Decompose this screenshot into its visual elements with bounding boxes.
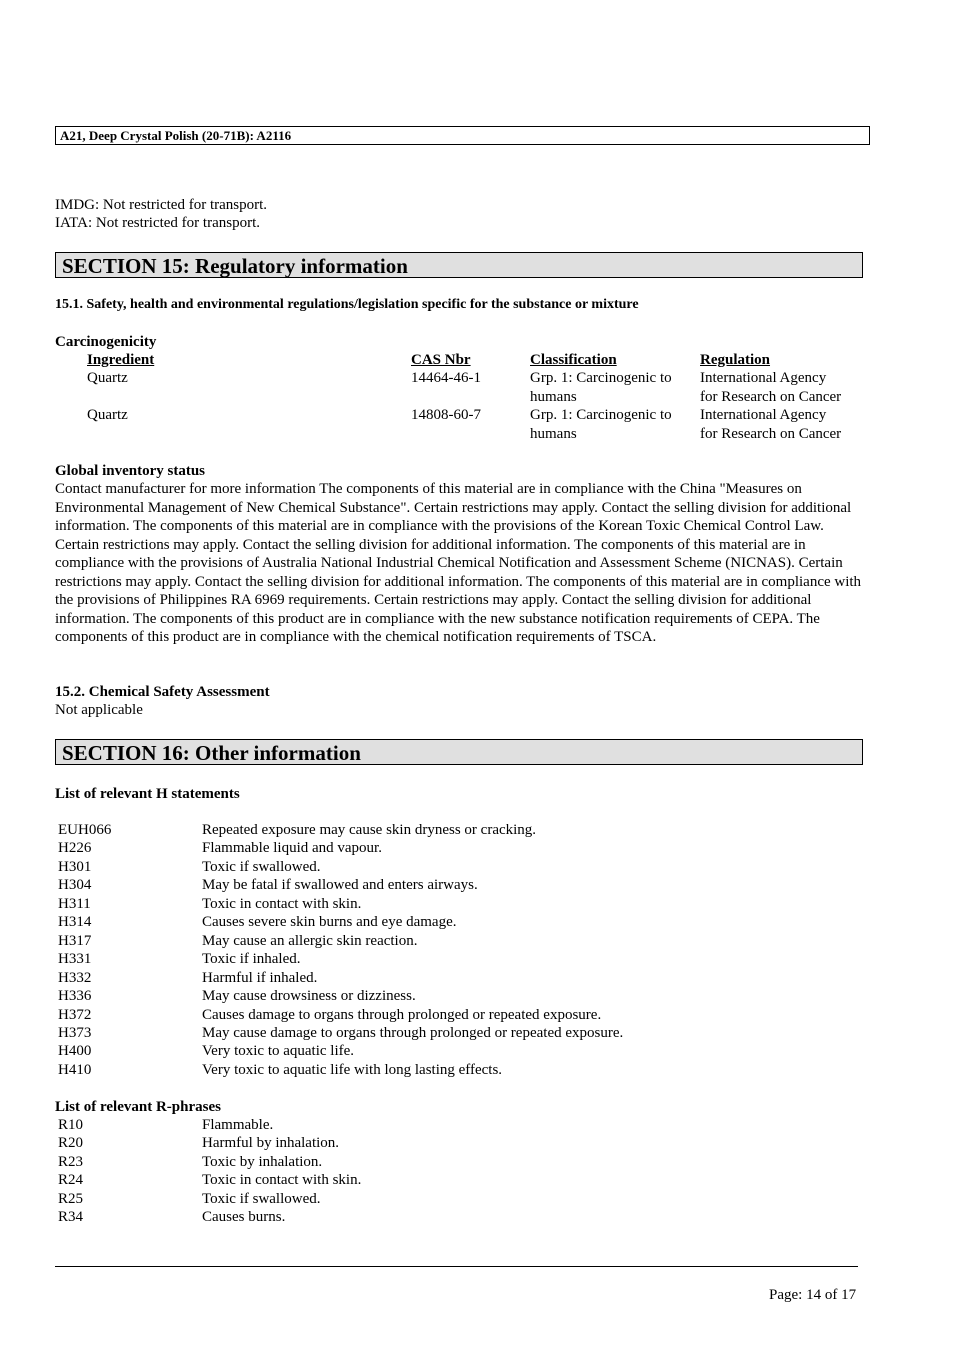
page-number: Page: 14 of 17: [769, 1287, 857, 1303]
statement-text: May cause damage to organs through prolonged or repeated exposure.: [202, 1024, 624, 1041]
col-classification: Classification: [530, 352, 617, 368]
footer-divider: [55, 1266, 858, 1267]
section-16-title: SECTION 16: Other information: [55, 739, 863, 765]
statement-code: EUH066: [58, 822, 112, 838]
col-cas: CAS Nbr: [411, 352, 471, 368]
statement-code: R10: [58, 1117, 84, 1133]
global-inventory-text: Contact manufacturer for more information The components of this material are in compliance with the China "Measures on Environmental Management of New Chemical Substance". Certain restrictions may apply. Contact the selling division for additional information. The components of this material are in compliance with the provisions of the Korean Toxic Chemical Control Law. Certain restrictions may apply. Contact the selling division for additional information. The components of this material are in compliance with the provisions of Australia National Industrial Chemical Notification and Assessment Scheme (NICNAS). Certain restrictions may apply. Contact the selling division for additional information. The components of this material are in compliance with the provisions of Philippines RA 6969 requirements. Certain restrictions may apply. Contact the selling division for additional information. The components of this product are in compliance with the new substance notification requirements of CEPA. The components of this product are in compliance with the chemical notification requirements of TSCA.: [55, 481, 862, 645]
statement-code: H331: [58, 951, 92, 968]
statement-text: Causes severe skin burns and eye damage.: [202, 914, 457, 931]
classification-cell: Grp. 1: Carcinogenic to: [530, 407, 672, 423]
statement-code: H332: [58, 969, 92, 986]
statement-code: H400: [58, 1043, 92, 1060]
imdg-line: IMDG: Not restricted for transport.: [55, 197, 268, 213]
classification-cell: Grp. 1: Carcinogenic to: [530, 370, 672, 386]
ingredient-cell: Quartz: [87, 407, 128, 423]
statement-text: Toxic if inhaled.: [202, 951, 301, 968]
statement-code: H317: [58, 932, 92, 949]
statement-text: May be fatal if swallowed and enters airways.: [202, 877, 478, 894]
global-inventory-heading: Global inventory status: [55, 463, 206, 479]
statement-text: Toxic if swallowed.: [202, 858, 321, 875]
statement-text: Toxic in contact with skin.: [202, 1172, 362, 1189]
iata-line: IATA: Not restricted for transport.: [55, 215, 260, 231]
statement-text: Toxic if swallowed.: [202, 1190, 321, 1207]
cas-cell: 14808-60-7: [411, 407, 481, 423]
statement-code: H410: [58, 1061, 92, 1078]
section-15-title: SECTION 15: Regulatory information: [55, 252, 863, 278]
ingredient-cell: Quartz: [87, 370, 128, 386]
statement-text: Harmful if inhaled.: [202, 969, 318, 986]
statement-code: H304: [58, 877, 92, 894]
statement-text: Toxic by inhalation.: [202, 1153, 323, 1170]
cas-cell: 14464-46-1: [411, 370, 481, 386]
statement-code: R34: [58, 1209, 84, 1226]
document-header: A21, Deep Crystal Polish (20-71B): A2116: [55, 126, 870, 145]
carcinogenicity-heading: Carcinogenicity: [55, 334, 157, 350]
regulation-cell: International Agency: [700, 407, 827, 423]
statement-text: Flammable.: [202, 1117, 274, 1133]
statement-text: Repeated exposure may cause skin dryness or cracking.: [202, 822, 537, 838]
h-statements-heading: List of relevant H statements: [55, 786, 240, 802]
statement-code: H311: [58, 895, 91, 912]
statement-code: H301: [58, 858, 92, 875]
col-regulation: Regulation: [700, 352, 771, 368]
statement-code: R24: [58, 1172, 84, 1189]
r-phrases-heading: List of relevant R-phrases: [55, 1099, 221, 1115]
regulation-cell-cont: for Research on Cancer: [700, 426, 842, 442]
section-15-1-heading: 15.1. Safety, health and environmental regulations/legislation specific for the substance or mixture: [55, 297, 639, 312]
statement-text: Flammable liquid and vapour.: [202, 840, 382, 857]
statement-text: Causes damage to organs through prolonged or repeated exposure.: [202, 1006, 602, 1023]
statement-code: H314: [58, 914, 92, 931]
statement-text: May cause drowsiness or dizziness.: [202, 988, 416, 1005]
regulation-cell: International Agency: [700, 370, 827, 386]
statement-code: H372: [58, 1006, 92, 1023]
statement-text: Harmful by inhalation.: [202, 1135, 340, 1152]
statement-code: R20: [58, 1135, 84, 1152]
col-ingredient: Ingredient: [87, 352, 155, 368]
statement-text: Toxic in contact with skin.: [202, 895, 362, 912]
statement-text: Causes burns.: [202, 1209, 286, 1226]
statement-code: H336: [58, 988, 92, 1005]
csa-heading: 15.2. Chemical Safety Assessment: [55, 684, 270, 700]
classification-cell-cont: humans: [530, 426, 577, 442]
statement-code: H373: [58, 1024, 92, 1041]
statement-text: May cause an allergic skin reaction.: [202, 932, 418, 949]
statement-code: H226: [58, 840, 92, 857]
classification-cell-cont: humans: [530, 389, 577, 405]
statement-text: Very toxic to aquatic life with long lasting effects.: [202, 1061, 503, 1078]
statement-code: R23: [58, 1153, 84, 1170]
statement-text: Very toxic to aquatic life.: [202, 1043, 355, 1060]
regulation-cell-cont: for Research on Cancer: [700, 389, 842, 405]
statement-code: R25: [58, 1190, 84, 1207]
csa-text: Not applicable: [55, 702, 143, 718]
